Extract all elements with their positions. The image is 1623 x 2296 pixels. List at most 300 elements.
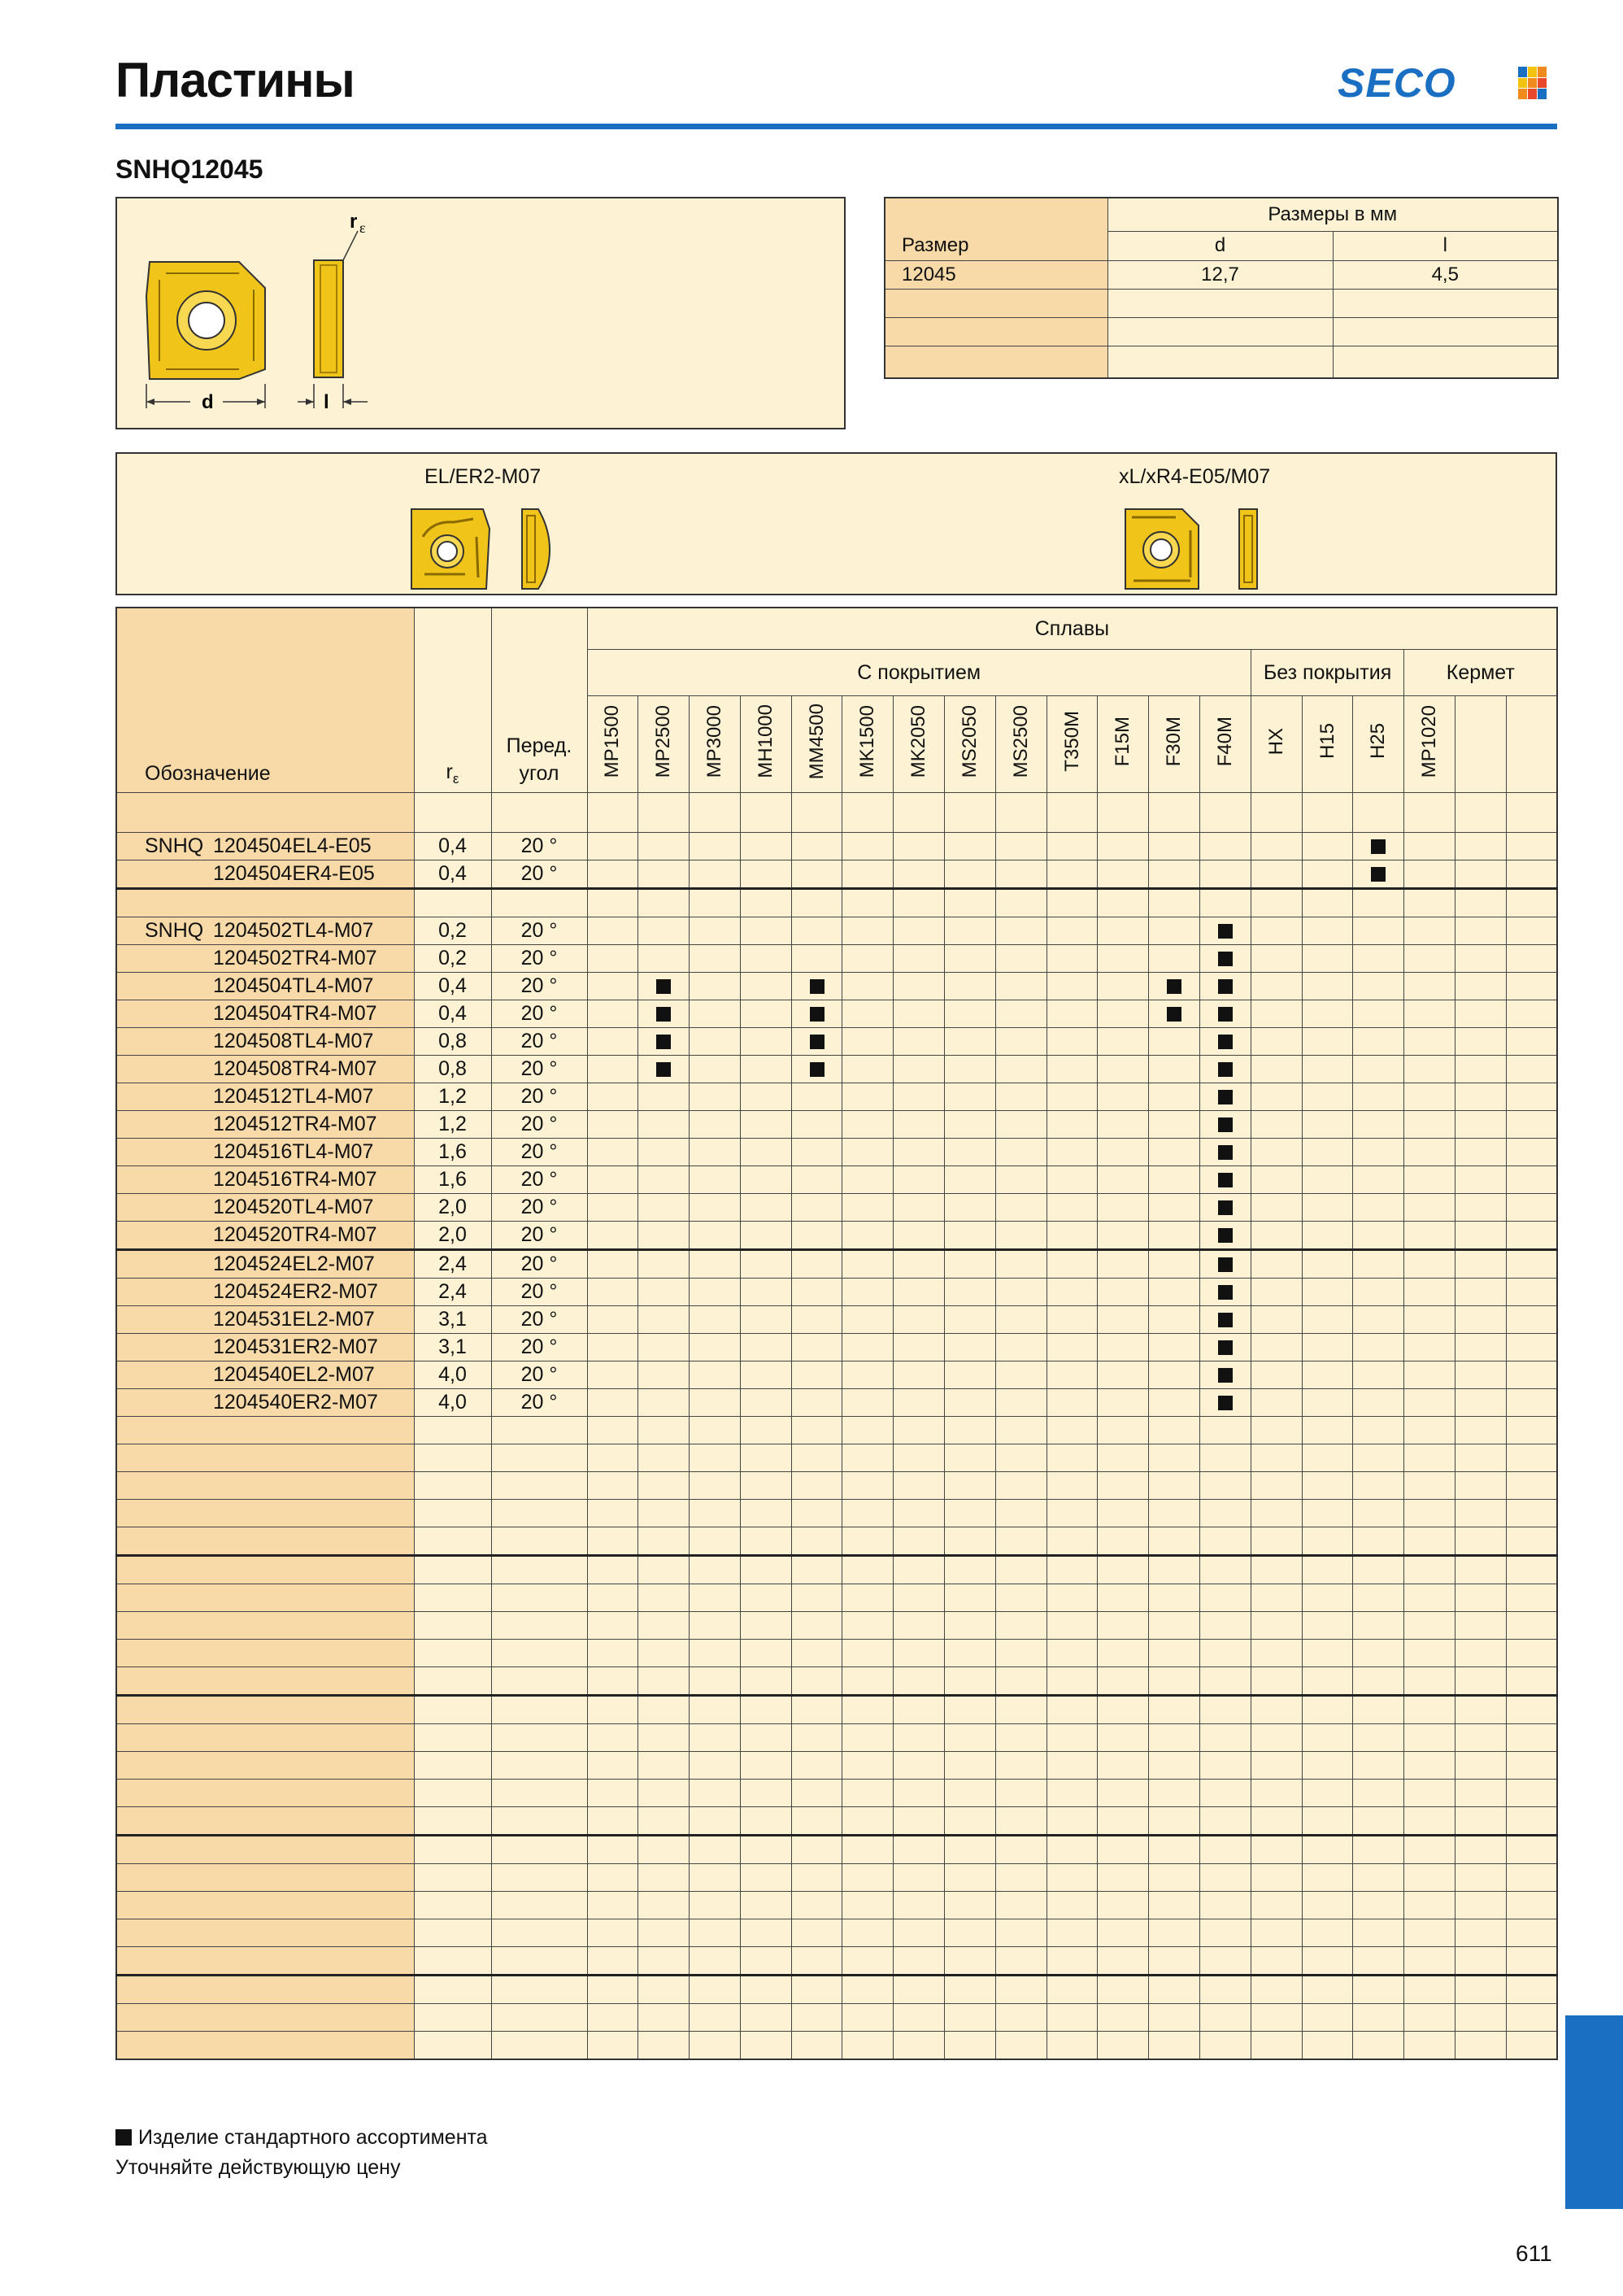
grade-availability-cell bbox=[690, 1361, 741, 1389]
grade-availability-cell bbox=[1455, 1194, 1507, 1222]
grade-availability-cell bbox=[1149, 1056, 1200, 1083]
empty-cell bbox=[414, 1556, 491, 1584]
dimensions-table bbox=[884, 197, 1559, 379]
grade-availability-cell bbox=[1098, 1139, 1149, 1166]
grade-availability-cell bbox=[1404, 860, 1455, 889]
empty-cell bbox=[116, 1836, 414, 1864]
empty-cell bbox=[1251, 1584, 1302, 1612]
grade-availability-cell bbox=[1046, 1361, 1098, 1389]
empty-cell bbox=[842, 1919, 894, 1947]
grade-header bbox=[1046, 696, 1098, 793]
empty-cell bbox=[1149, 1417, 1200, 1444]
empty-cell bbox=[1149, 1472, 1200, 1500]
empty-cell bbox=[1046, 1444, 1098, 1472]
grade-availability-cell bbox=[791, 1222, 842, 1250]
table-row bbox=[116, 945, 1557, 973]
grade-availability-cell bbox=[842, 1194, 894, 1222]
empty-cell bbox=[491, 1780, 587, 1807]
grade-availability-cell bbox=[1455, 833, 1507, 860]
grade-availability-cell bbox=[995, 1306, 1046, 1334]
grade-availability-cell bbox=[587, 1083, 638, 1111]
grade-availability-cell bbox=[1353, 1279, 1404, 1306]
empty-cell bbox=[995, 1780, 1046, 1807]
empty-cell bbox=[791, 793, 842, 833]
empty-cell bbox=[995, 1500, 1046, 1527]
empty-cell bbox=[894, 1780, 945, 1807]
empty-cell bbox=[945, 1919, 996, 1947]
grade-availability-cell bbox=[1506, 1139, 1557, 1166]
empty-cell bbox=[894, 1892, 945, 1919]
empty-cell bbox=[587, 2004, 638, 2032]
empty-cell bbox=[587, 1780, 638, 1807]
empty-cell bbox=[638, 1417, 690, 1444]
empty-cell bbox=[842, 2004, 894, 2032]
empty-cell bbox=[1149, 1752, 1200, 1780]
empty-cell bbox=[690, 1864, 741, 1892]
empty-cell bbox=[1302, 1417, 1353, 1444]
empty-cell bbox=[1098, 1500, 1149, 1527]
grade-availability-cell bbox=[995, 860, 1046, 889]
empty-cell bbox=[1149, 793, 1200, 833]
empty-cell bbox=[1404, 1612, 1455, 1640]
grade-availability-cell bbox=[1251, 1056, 1302, 1083]
grade-availability-cell bbox=[690, 1083, 741, 1111]
table-row bbox=[116, 1556, 1557, 1584]
empty-cell bbox=[945, 889, 996, 917]
grade-availability-cell bbox=[638, 1279, 690, 1306]
grade-availability-cell bbox=[1455, 917, 1507, 945]
empty-cell bbox=[414, 1500, 491, 1527]
empty-cell bbox=[1046, 1500, 1098, 1527]
empty-cell bbox=[791, 1527, 842, 1556]
standard-range-mark-icon bbox=[810, 1035, 825, 1049]
grade-availability-cell bbox=[1149, 1389, 1200, 1417]
empty-cell bbox=[1200, 1556, 1251, 1584]
empty-cell bbox=[945, 2004, 996, 2032]
grade-header bbox=[740, 696, 791, 793]
empty-cell bbox=[491, 1892, 587, 1919]
empty-cell bbox=[116, 1752, 414, 1780]
grade-availability-cell bbox=[1302, 1334, 1353, 1361]
grade-availability-cell bbox=[587, 1222, 638, 1250]
grade-availability-cell bbox=[1353, 1194, 1404, 1222]
empty-cell bbox=[587, 1752, 638, 1780]
grade-availability-cell bbox=[1506, 1389, 1557, 1417]
grade-availability-cell bbox=[1200, 1083, 1251, 1111]
empty-cell bbox=[414, 1444, 491, 1472]
grade-availability-cell bbox=[638, 833, 690, 860]
empty-cell bbox=[638, 793, 690, 833]
grade-availability-cell bbox=[1149, 1111, 1200, 1139]
empty-cell bbox=[1149, 1500, 1200, 1527]
grade-availability-cell bbox=[587, 860, 638, 889]
empty-cell bbox=[995, 793, 1046, 833]
grade-availability-cell bbox=[1302, 973, 1353, 1000]
empty-cell bbox=[690, 1807, 741, 1836]
designation-prefix: SNHQ bbox=[145, 919, 204, 942]
empty-cell bbox=[1506, 1667, 1557, 1696]
empty-cell bbox=[116, 2004, 414, 2032]
grade-availability-cell bbox=[791, 1166, 842, 1194]
empty-cell bbox=[791, 1836, 842, 1864]
grade-availability-cell bbox=[1506, 1056, 1557, 1083]
grade-availability-cell bbox=[842, 1083, 894, 1111]
table-row bbox=[116, 917, 1557, 945]
grade-availability-cell bbox=[1302, 945, 1353, 973]
empty-cell bbox=[740, 1919, 791, 1947]
grade-name: HX bbox=[1264, 727, 1287, 756]
empty-cell bbox=[1200, 1527, 1251, 1556]
empty-cell bbox=[1302, 1612, 1353, 1640]
grade-availability-cell bbox=[1251, 1306, 1302, 1334]
empty-cell bbox=[587, 1864, 638, 1892]
grade-availability-cell bbox=[1404, 1056, 1455, 1083]
empty-cell bbox=[1200, 1417, 1251, 1444]
grade-availability-cell bbox=[1506, 1250, 1557, 1279]
table-row bbox=[116, 1527, 1557, 1556]
empty-cell bbox=[894, 2004, 945, 2032]
grade-availability-cell bbox=[791, 1250, 842, 1279]
empty-cell bbox=[116, 1724, 414, 1752]
cermet-header: Кермет bbox=[1404, 650, 1558, 696]
grade-availability-cell bbox=[740, 945, 791, 973]
radius-cell: 1,2 bbox=[414, 1111, 491, 1139]
standard-range-mark-icon bbox=[1218, 924, 1233, 939]
empty-cell bbox=[1455, 1724, 1507, 1752]
grade-availability-cell bbox=[1302, 917, 1353, 945]
empty-cell bbox=[116, 1976, 414, 2004]
empty-cell bbox=[1098, 2004, 1149, 2032]
grade-availability-cell bbox=[587, 1361, 638, 1389]
table-row bbox=[116, 1500, 1557, 1527]
empty-cell bbox=[995, 1976, 1046, 2004]
grade-name: F40M bbox=[1213, 716, 1236, 767]
rake-angle-cell: 20 ° bbox=[491, 1139, 587, 1166]
grade-availability-cell bbox=[894, 833, 945, 860]
grade-availability-cell bbox=[690, 1222, 741, 1250]
empty-cell bbox=[1302, 1696, 1353, 1724]
rake-angle-header-line1: Перед. bbox=[506, 734, 572, 757]
empty-cell bbox=[1353, 1640, 1404, 1667]
grade-availability-cell bbox=[1353, 973, 1404, 1000]
empty-cell bbox=[791, 1919, 842, 1947]
empty-cell bbox=[885, 318, 1107, 346]
empty-cell bbox=[414, 1976, 491, 2004]
radius-cell: 0,8 bbox=[414, 1056, 491, 1083]
empty-cell bbox=[995, 1612, 1046, 1640]
grade-availability-cell bbox=[995, 1111, 1046, 1139]
grade-availability-cell bbox=[638, 1389, 690, 1417]
empty-cell bbox=[1353, 1947, 1404, 1976]
grade-availability-cell bbox=[1353, 1166, 1404, 1194]
dims-group-header: Размеры в мм bbox=[1107, 198, 1558, 231]
empty-cell bbox=[842, 1500, 894, 1527]
grade-availability-cell bbox=[1200, 1334, 1251, 1361]
empty-cell bbox=[1506, 1556, 1557, 1584]
designation-cell bbox=[116, 833, 414, 860]
empty-cell bbox=[842, 1696, 894, 1724]
grade-availability-cell bbox=[690, 1111, 741, 1139]
radius-cell: 2,4 bbox=[414, 1250, 491, 1279]
empty-cell bbox=[740, 1864, 791, 1892]
empty-cell bbox=[414, 1667, 491, 1696]
table-row bbox=[116, 793, 1557, 833]
grade-availability-cell bbox=[1200, 917, 1251, 945]
empty-cell bbox=[1455, 2004, 1507, 2032]
grade-availability-cell bbox=[945, 1222, 996, 1250]
grade-availability-cell bbox=[1455, 1361, 1507, 1389]
empty-cell bbox=[1302, 1780, 1353, 1807]
designation-code: 1204516TR4-M07 bbox=[213, 1168, 377, 1191]
empty-cell bbox=[1046, 1864, 1098, 1892]
grade-availability-cell bbox=[1302, 1056, 1353, 1083]
grade-name: MS2050 bbox=[958, 704, 981, 778]
grade-availability-cell bbox=[945, 1194, 996, 1222]
grade-availability-cell bbox=[791, 973, 842, 1000]
empty-cell bbox=[1404, 1836, 1455, 1864]
empty-cell bbox=[1098, 793, 1149, 833]
grade-availability-cell bbox=[1404, 973, 1455, 1000]
designation-cell bbox=[116, 1111, 414, 1139]
empty-cell bbox=[116, 1472, 414, 1500]
empty-cell bbox=[740, 1724, 791, 1752]
standard-range-mark-icon bbox=[1218, 1313, 1233, 1327]
grade-availability-cell bbox=[894, 860, 945, 889]
grade-availability-cell bbox=[1404, 1028, 1455, 1056]
rake-angle-cell: 20 ° bbox=[491, 1083, 587, 1111]
empty-cell bbox=[842, 1724, 894, 1752]
empty-cell bbox=[1353, 1836, 1404, 1864]
table-row bbox=[116, 1864, 1557, 1892]
empty-cell bbox=[995, 1724, 1046, 1752]
grade-header bbox=[690, 696, 741, 793]
table-row bbox=[116, 1976, 1557, 2004]
grade-availability-cell bbox=[1302, 1250, 1353, 1279]
size-header: Размер bbox=[885, 198, 1107, 261]
grade-availability-cell bbox=[1098, 1166, 1149, 1194]
grade-availability-cell bbox=[1251, 917, 1302, 945]
grade-availability-cell bbox=[1046, 1000, 1098, 1028]
grade-availability-cell bbox=[1506, 1361, 1557, 1389]
empty-cell bbox=[1302, 2032, 1353, 2060]
designation-code: 1204504EL4-E05 bbox=[213, 834, 372, 857]
empty-cell bbox=[1251, 1500, 1302, 1527]
empty-cell bbox=[1506, 1947, 1557, 1976]
grade-availability-cell bbox=[1455, 1334, 1507, 1361]
empty-cell bbox=[1098, 1780, 1149, 1807]
grade-availability-cell bbox=[1098, 1056, 1149, 1083]
empty-cell bbox=[1251, 1864, 1302, 1892]
rake-angle-cell: 20 ° bbox=[491, 1334, 587, 1361]
empty-cell bbox=[1404, 793, 1455, 833]
empty-cell bbox=[1200, 1640, 1251, 1667]
empty-cell bbox=[1200, 1667, 1251, 1696]
empty-cell bbox=[791, 1976, 842, 2004]
grade-availability-cell bbox=[587, 1111, 638, 1139]
grade-header bbox=[842, 696, 894, 793]
designation-cell bbox=[116, 1000, 414, 1028]
empty-cell bbox=[1046, 793, 1098, 833]
empty-cell bbox=[894, 1667, 945, 1696]
empty-cell bbox=[842, 793, 894, 833]
empty-cell bbox=[894, 1836, 945, 1864]
grade-availability-cell bbox=[791, 1056, 842, 1083]
grade-availability-cell bbox=[945, 1000, 996, 1028]
empty-cell bbox=[1251, 2032, 1302, 2060]
empty-cell bbox=[894, 1612, 945, 1640]
empty-cell bbox=[945, 1584, 996, 1612]
empty-cell bbox=[842, 1667, 894, 1696]
grade-availability-cell bbox=[740, 1139, 791, 1166]
grade-availability-cell bbox=[1353, 1361, 1404, 1389]
empty-cell bbox=[1506, 2004, 1557, 2032]
rake-angle-cell: 20 ° bbox=[491, 1028, 587, 1056]
grade-availability-cell bbox=[1098, 1306, 1149, 1334]
empty-cell bbox=[995, 1947, 1046, 1976]
empty-cell bbox=[1200, 1612, 1251, 1640]
dim-d-header: d bbox=[1107, 231, 1333, 260]
empty-cell bbox=[1200, 1864, 1251, 1892]
empty-cell bbox=[1149, 1527, 1200, 1556]
empty-cell bbox=[791, 2032, 842, 2060]
grade-availability-cell bbox=[638, 917, 690, 945]
table-row bbox=[116, 1250, 1557, 1279]
empty-cell bbox=[791, 1724, 842, 1752]
grade-availability-cell bbox=[1200, 973, 1251, 1000]
empty-cell bbox=[945, 1976, 996, 2004]
empty-cell bbox=[1302, 1947, 1353, 1976]
empty-cell bbox=[414, 2004, 491, 2032]
grade-name: F30M bbox=[1163, 716, 1186, 767]
rake-angle-cell: 20 ° bbox=[491, 1194, 587, 1222]
coated-header: С покрытием bbox=[587, 650, 1251, 696]
empty-cell bbox=[791, 1584, 842, 1612]
empty-cell bbox=[491, 1612, 587, 1640]
empty-cell bbox=[638, 1667, 690, 1696]
empty-cell bbox=[740, 1640, 791, 1667]
grade-availability-cell bbox=[1149, 917, 1200, 945]
grade-availability-cell bbox=[690, 1139, 741, 1166]
empty-cell bbox=[1353, 1780, 1404, 1807]
empty-cell bbox=[491, 1556, 587, 1584]
empty-cell bbox=[1251, 1612, 1302, 1640]
empty-cell bbox=[1302, 1836, 1353, 1864]
grade-availability-cell bbox=[945, 1361, 996, 1389]
table-row bbox=[116, 1279, 1557, 1306]
size-value: 12045 bbox=[885, 261, 1107, 290]
empty-cell bbox=[116, 889, 414, 917]
empty-cell bbox=[116, 2032, 414, 2060]
empty-cell bbox=[491, 1864, 587, 1892]
standard-range-mark-icon bbox=[1218, 1062, 1233, 1077]
grade-availability-cell bbox=[1200, 1139, 1251, 1166]
grade-availability-cell bbox=[894, 1250, 945, 1279]
empty-cell bbox=[945, 1500, 996, 1527]
empty-cell bbox=[885, 346, 1107, 379]
grade-name: MM4500 bbox=[805, 703, 828, 780]
designation-code: 1204504TL4-M07 bbox=[213, 974, 374, 997]
empty-cell bbox=[894, 1527, 945, 1556]
empty-cell bbox=[1046, 1836, 1098, 1864]
empty-cell bbox=[945, 1807, 996, 1836]
geometries-panel bbox=[115, 452, 1557, 595]
grade-availability-cell bbox=[1098, 1194, 1149, 1222]
radius-cell: 4,0 bbox=[414, 1361, 491, 1389]
empty-cell bbox=[1046, 1752, 1098, 1780]
empty-cell bbox=[491, 1667, 587, 1696]
designation-cell bbox=[116, 1361, 414, 1389]
radius-cell: 1,6 bbox=[414, 1166, 491, 1194]
empty-cell bbox=[1404, 1947, 1455, 1976]
grade-availability-cell bbox=[995, 1361, 1046, 1389]
grade-availability-cell bbox=[842, 1334, 894, 1361]
designation-code: 1204502TR4-M07 bbox=[213, 947, 377, 969]
standard-range-mark-icon bbox=[656, 1007, 671, 1022]
empty-cell bbox=[1404, 1444, 1455, 1472]
empty-cell bbox=[842, 1752, 894, 1780]
empty-cell bbox=[740, 889, 791, 917]
grade-availability-cell bbox=[587, 1250, 638, 1279]
empty-cell bbox=[1149, 1667, 1200, 1696]
empty-cell bbox=[1098, 1417, 1149, 1444]
empty-cell bbox=[1200, 1976, 1251, 2004]
table-row bbox=[116, 1724, 1557, 1752]
grade-availability-cell bbox=[1046, 1028, 1098, 1056]
grade-availability-cell bbox=[1149, 1361, 1200, 1389]
empty-cell bbox=[1353, 1444, 1404, 1472]
grade-availability-cell bbox=[894, 1222, 945, 1250]
grade-availability-cell bbox=[1251, 1083, 1302, 1111]
empty-cell bbox=[690, 1640, 741, 1667]
rake-angle-cell: 20 ° bbox=[491, 1222, 587, 1250]
grade-availability-cell bbox=[1404, 1139, 1455, 1166]
empty-cell bbox=[1251, 1780, 1302, 1807]
empty-cell bbox=[491, 2032, 587, 2060]
empty-cell bbox=[1455, 1919, 1507, 1947]
designation-code: 1204504ER4-E05 bbox=[213, 862, 375, 885]
grade-availability-cell bbox=[638, 1361, 690, 1389]
l-label: l bbox=[324, 391, 329, 413]
grade-availability-cell bbox=[1302, 1111, 1353, 1139]
rake-angle-cell: 20 ° bbox=[491, 1000, 587, 1028]
grade-availability-cell bbox=[1506, 1279, 1557, 1306]
grade-availability-cell bbox=[1455, 1083, 1507, 1111]
grade-availability-cell bbox=[1404, 1361, 1455, 1389]
empty-cell bbox=[690, 793, 741, 833]
grade-availability-cell bbox=[690, 1056, 741, 1083]
standard-range-mark-icon bbox=[1218, 1090, 1233, 1104]
grade-header bbox=[1251, 696, 1302, 793]
grade-availability-cell bbox=[945, 1166, 996, 1194]
standard-range-mark-icon bbox=[1218, 1035, 1233, 1049]
grade-availability-cell bbox=[791, 1028, 842, 1056]
empty-cell bbox=[491, 1527, 587, 1556]
grade-availability-cell bbox=[894, 917, 945, 945]
grade-name: MS2500 bbox=[1009, 704, 1032, 778]
empty-cell bbox=[638, 1836, 690, 1864]
grade-availability-cell bbox=[1506, 1222, 1557, 1250]
grade-availability-cell bbox=[995, 1334, 1046, 1361]
grade-availability-cell bbox=[945, 917, 996, 945]
grade-availability-cell bbox=[1455, 1166, 1507, 1194]
empty-cell bbox=[1404, 1584, 1455, 1612]
designation-code: 1204512TR4-M07 bbox=[213, 1113, 377, 1135]
grade-availability-cell bbox=[1046, 1139, 1098, 1166]
empty-cell bbox=[1149, 1919, 1200, 1947]
designation-cell bbox=[116, 1389, 414, 1417]
empty-cell bbox=[1046, 2004, 1098, 2032]
grade-availability-cell bbox=[740, 1028, 791, 1056]
